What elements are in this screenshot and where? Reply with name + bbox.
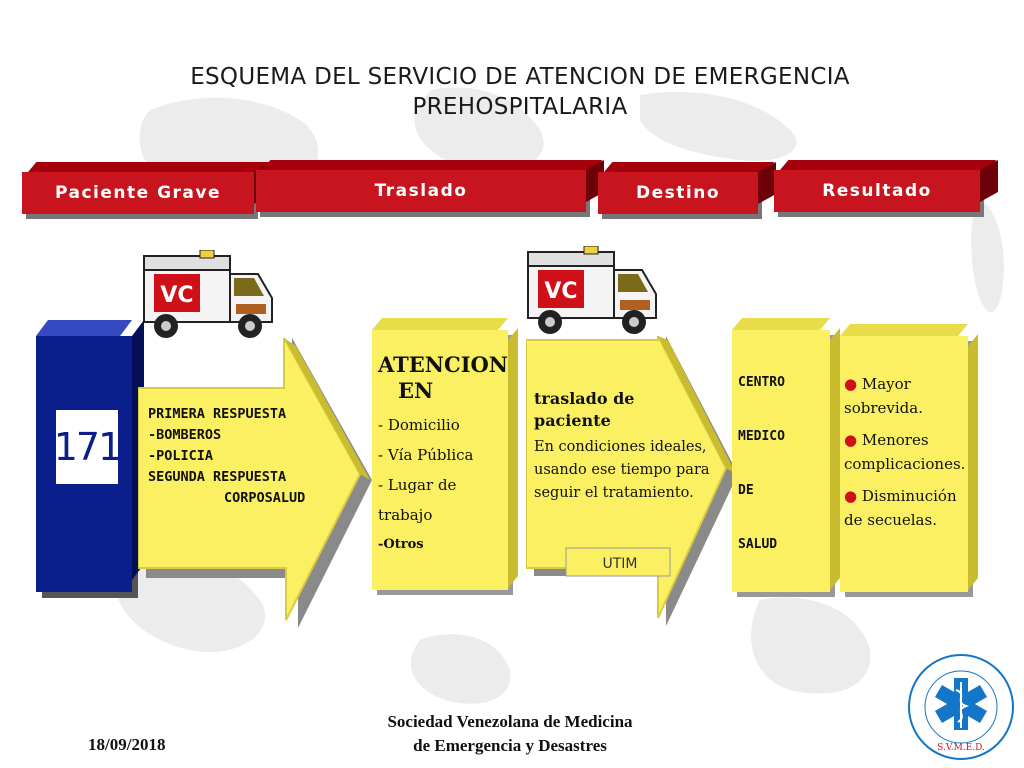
- results-text: [844, 372, 974, 532]
- result-item: [844, 428, 974, 452]
- header-destino: [598, 172, 758, 214]
- arrow1-line: CORPOSALUD: [224, 490, 306, 506]
- centre-text: [738, 356, 785, 572]
- arrow1-line: -BOMBEROS: [148, 427, 222, 443]
- arrow1-text: [148, 404, 305, 509]
- arrow1-line: -POLICIA: [148, 448, 214, 464]
- svmed-logo: [906, 652, 1016, 762]
- attention-item: - Vía Pública: [378, 446, 474, 464]
- result-line: Disminución: [861, 487, 957, 505]
- footer-date: 18/09/2018: [88, 735, 166, 754]
- title-line-2: PREHOSPITALARIA: [412, 94, 628, 120]
- arrow1-line: PRIMERA RESPUESTA: [148, 406, 287, 422]
- centre-line: DE: [738, 483, 754, 498]
- result-item: [844, 484, 974, 508]
- ambulance-icon: [140, 250, 278, 342]
- attention-item: - Lugar de trabajo: [378, 476, 457, 524]
- bullet-icon: ●: [844, 431, 858, 449]
- utim-label: UTIM: [602, 556, 638, 572]
- arrow1-line: SEGUNDA RESPUESTA: [148, 469, 287, 485]
- footer-org-line: Sociedad Venezolana de Medicina: [387, 712, 633, 731]
- result-line: sobrevida.: [844, 399, 923, 417]
- header-traslado: [256, 170, 586, 212]
- transfer-title: traslado de paciente: [534, 389, 635, 430]
- result-line: Mayor: [861, 375, 911, 393]
- transfer-line: seguir el tratamiento.: [534, 485, 694, 501]
- svg-text:VC: VC: [160, 283, 194, 308]
- centre-line: CENTRO: [738, 375, 785, 390]
- logo-caption: S.V.M.E.D.: [937, 743, 985, 753]
- centre-line: MEDICO: [738, 429, 785, 444]
- bullet-icon: ●: [844, 375, 858, 393]
- header-label: Resultado: [822, 181, 932, 201]
- title-line-1: ESQUEMA DEL SERVICIO DE ATENCION DE EMERGENCIA: [190, 64, 850, 90]
- emergency-number: 171: [56, 410, 118, 484]
- result-item: [844, 372, 974, 396]
- footer-organization: [340, 710, 680, 758]
- attention-item: - Domicilio: [378, 416, 460, 434]
- svg-text:VC: VC: [544, 279, 578, 304]
- page-title: [90, 62, 950, 122]
- ambulance-icon: [524, 246, 662, 338]
- transfer-line: usando ese tiempo para: [534, 462, 710, 478]
- transfer-text: [534, 388, 714, 505]
- result-line: Menores: [861, 431, 929, 449]
- attention-title-2: EN: [398, 378, 434, 403]
- transfer-line: En condiciones ideales,: [534, 439, 707, 455]
- attention-item: -Otros: [378, 537, 424, 552]
- header-label: Traslado: [374, 181, 468, 201]
- bullet-icon: ●: [844, 487, 858, 505]
- attention-title: ATENCION: [378, 352, 508, 377]
- header-resultado: [774, 170, 980, 212]
- header-label: Paciente Grave: [54, 183, 221, 203]
- footer-org-line: de Emergencia y Desastres: [413, 736, 607, 755]
- header-label: Destino: [636, 183, 720, 203]
- attention-text: [378, 352, 508, 560]
- result-line: de secuelas.: [844, 511, 937, 529]
- header-paciente-grave: [22, 172, 254, 214]
- centre-line: SALUD: [738, 537, 778, 552]
- result-line: complicaciones.: [844, 455, 966, 473]
